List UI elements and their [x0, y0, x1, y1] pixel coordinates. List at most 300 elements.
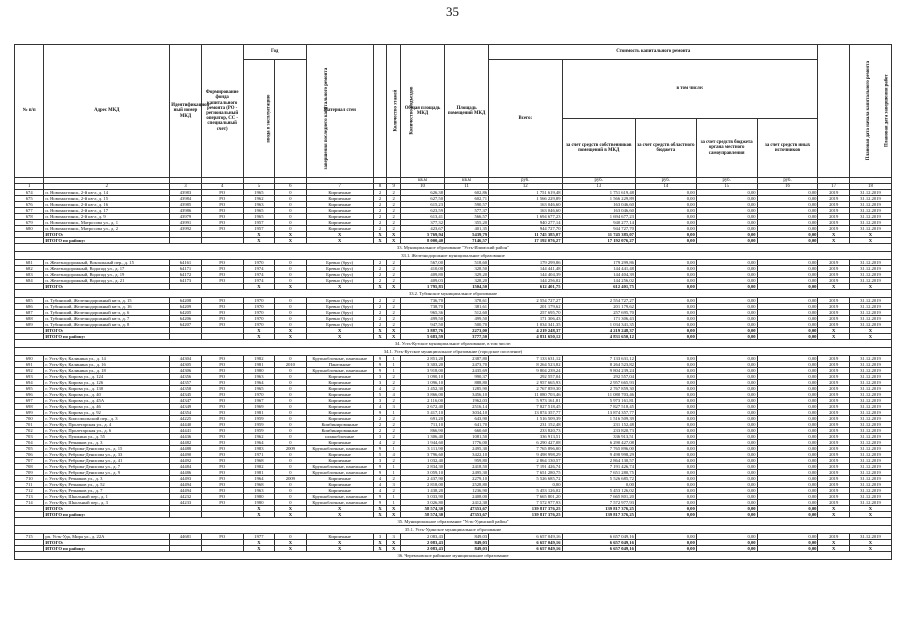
- section-heading: 33.2. Тубинское муниципальное образование: [15, 290, 892, 298]
- cell-num: 680: [15, 226, 44, 232]
- cell-address: п. Тубинский, Железнодорожный кв-л, д. 15: [44, 298, 170, 304]
- cell-cost-owners: 0,00: [562, 482, 635, 488]
- cell-wall: Панельные: [306, 362, 373, 368]
- cell-num: 693: [15, 374, 44, 380]
- cell-cost-owners: 257 695,70: [562, 310, 635, 316]
- cell-total-area: 2 083,43: [400, 540, 444, 546]
- cell-fund: РО: [201, 316, 243, 322]
- cell-premises-area: 401,35: [445, 226, 489, 232]
- header-regional: за счет средств областного бюджета: [635, 119, 696, 178]
- cell-floors: 4: [373, 404, 387, 410]
- cell-cost-other: 0,00: [757, 392, 818, 398]
- cell-premises-area: 355,20: [445, 220, 489, 226]
- cell-fund: РО: [201, 322, 243, 328]
- cell-address: рп. Усть-Уда, Мира ул., д. 22А: [44, 534, 170, 540]
- cell-wall: Кирпичные: [306, 196, 373, 202]
- cell-fund: РО: [201, 278, 243, 284]
- cell-wall: Кирпичные: [306, 440, 373, 446]
- cell-entrances: 1: [387, 356, 401, 362]
- cell-premises-area: 2435,69: [445, 368, 489, 374]
- cell-plan-start: 2019: [818, 310, 849, 316]
- cell-wall: X: [306, 512, 373, 518]
- cell-id: 44356: [170, 374, 201, 380]
- cell-cost-other: 0,00: [757, 260, 818, 266]
- cell-cost-owners: 1 566 229,89: [562, 196, 635, 202]
- cell-plan-end: X: [849, 232, 891, 238]
- cell-plan-end: 31.12.2019: [849, 476, 891, 482]
- cell-address: г. Усть-Кут, Кирова ул., д. 92: [44, 410, 170, 416]
- cell-cost-other: 0,00: [757, 506, 818, 512]
- column-number: 1: [15, 184, 44, 190]
- cell-num: 677: [15, 208, 44, 214]
- cell-floors: 2: [373, 416, 387, 422]
- cell-year-commission: 1967: [243, 398, 274, 404]
- cell-year-commission: 1974: [243, 266, 274, 272]
- cell-cost-regional: 0,00: [635, 416, 696, 422]
- cell-cost-all: 5 453 126,02: [489, 488, 562, 494]
- cell-cost-all: 7 191 426,74: [489, 464, 562, 470]
- cell-premises-area: 328,20: [445, 278, 489, 284]
- cell-entrances: 2: [387, 278, 401, 284]
- cell-premises-area: 602,71: [445, 196, 489, 202]
- cell-num: 697: [15, 398, 44, 404]
- cell-year-commission: 1981: [243, 470, 274, 476]
- cell-year-repair: 0: [275, 190, 306, 196]
- cell-cost-all: 2 554 727,27: [489, 298, 562, 304]
- cell-premises-area: 512,60: [445, 310, 489, 316]
- cell-floors: 9: [373, 500, 387, 506]
- header-year-group: Год: [243, 45, 306, 60]
- cell-wall: Кирпичные: [306, 416, 373, 422]
- cell-id: 43979: [170, 214, 201, 220]
- cell-cost-local: 0,00: [696, 500, 757, 506]
- column-number: 6: [275, 184, 306, 190]
- cell-plan-start: X: [818, 328, 849, 334]
- cell-plan-start: 2019: [818, 534, 849, 540]
- header-num: № п/п: [15, 45, 44, 178]
- cell-cost-regional: 0,00: [635, 220, 696, 226]
- cell-premises-area: 2408,00: [445, 494, 489, 500]
- cell-cost-regional: 0,00: [635, 452, 696, 458]
- cell-cost-owners: 2 554 727,27: [562, 298, 635, 304]
- cell-plan-start: 2019: [818, 386, 849, 392]
- cell-cost-regional: 0,00: [635, 202, 696, 208]
- cell-address: г. Усть-Кут, Кирова ул., д. 40: [44, 392, 170, 398]
- cell-id: 43986: [170, 208, 201, 214]
- cell-cost-owners: 336 913,51: [562, 434, 635, 440]
- cell-num: 709: [15, 470, 44, 476]
- header-all: Всего:: [489, 60, 562, 178]
- cell-year-commission: 1980: [243, 494, 274, 500]
- cell-plan-start: 2019: [818, 494, 849, 500]
- cell-plan-end: X: [849, 512, 891, 518]
- cell-fund: РО: [201, 470, 243, 476]
- header-plan-end: Плановая дата завершения работ: [849, 45, 891, 178]
- cell-floors: 2: [373, 220, 387, 226]
- cell-wall: Кирпичные: [306, 482, 373, 488]
- cell-address: ИТОГО по району:: [44, 546, 170, 552]
- cell-plan-end: 31.12.2019: [849, 322, 891, 328]
- cell-floors: 4: [373, 386, 387, 392]
- cell-cost-regional: 0,00: [635, 540, 696, 546]
- cell-cost-all: 9 498 998,29: [489, 452, 562, 458]
- cell-cost-all: 7 133 631,12: [489, 356, 562, 362]
- cell-year-repair: 0: [275, 434, 306, 440]
- cell-cost-local: 0,00: [696, 416, 757, 422]
- cell-premises-area: 660,60: [445, 428, 489, 434]
- cell-cost-all: 7 665 801,20: [489, 494, 562, 500]
- cell-cost-regional: 0,00: [635, 440, 696, 446]
- cell-cost-regional: 0,00: [635, 304, 696, 310]
- column-number: 12: [489, 184, 562, 190]
- cell-cost-local: 0,00: [696, 546, 757, 552]
- cell-cost-owners: 9 498 998,29: [562, 452, 635, 458]
- cell-cost-local: 0,00: [696, 458, 757, 464]
- cell-id: 43992: [170, 226, 201, 232]
- cell-cost-owners: 17 192 076,27: [562, 238, 635, 244]
- cell-year-commission: 1962: [243, 196, 274, 202]
- cell-id: 44494: [170, 482, 201, 488]
- cell-wall: Кирпичные: [306, 226, 373, 232]
- cell-floors: X: [373, 546, 387, 552]
- cell-fund: РО: [201, 446, 243, 452]
- cell-cost-all: 179 299,86: [489, 260, 562, 266]
- cell-plan-end: 31.12.2019: [849, 434, 891, 440]
- cell-cost-regional: 0,00: [635, 310, 696, 316]
- cell-cost-all: 4 831 650,12: [489, 334, 562, 340]
- cell-cost-owners: 11 745 385,07: [562, 232, 635, 238]
- cell-year-repair: 0: [275, 214, 306, 220]
- cell-wall: Бревно (брус): [306, 322, 373, 328]
- cell-cost-local: 0,00: [696, 494, 757, 500]
- cell-cost-owners: 13 874 357,77: [562, 410, 635, 416]
- cell-plan-end: 31.12.2019: [849, 356, 891, 362]
- cell-cost-local: 0,00: [696, 310, 757, 316]
- section-heading-row: [15, 244, 892, 252]
- cell-year-commission: 1970: [243, 392, 274, 398]
- cell-address: г. Усть-Кут, Пролетарская ул., д. 4: [44, 422, 170, 428]
- cell-id: 64207: [170, 322, 201, 328]
- cell-year-commission: 1970: [243, 298, 274, 304]
- cell-wall: Кирпичные: [306, 214, 373, 220]
- cell-cost-local: 0,00: [696, 512, 757, 518]
- cell-plan-end: 31.12.2019: [849, 494, 891, 500]
- cell-total-area: 2 818,00: [400, 482, 444, 488]
- cell-num: 700: [15, 416, 44, 422]
- cell-cost-local: 0,00: [696, 446, 757, 452]
- cell-entrances: 2: [387, 322, 401, 328]
- cell-premises-area: 378,61: [445, 298, 489, 304]
- cell-cost-local: 0,00: [696, 220, 757, 226]
- cell-floors: X: [373, 334, 387, 340]
- cell-plan-start: 2019: [818, 422, 849, 428]
- header-local: за счет средств бюджета органа местного самоуправления: [696, 119, 757, 178]
- cell-cost-owners: 6 290 427,08: [562, 440, 635, 446]
- cell-fund: РО: [201, 226, 243, 232]
- cell-year-repair: 2010: [275, 362, 306, 368]
- cell-fund: РО: [201, 386, 243, 392]
- cell-address: п. Новомалтинск, Матросова ул., д. 2: [44, 226, 170, 232]
- cell-cost-all: 233 820,73: [489, 428, 562, 434]
- cell-wall: Кирпичные: [306, 398, 373, 404]
- cell-fund: РО: [201, 304, 243, 310]
- cell-floors: 9: [373, 368, 387, 374]
- cell-floors: 2: [373, 260, 387, 266]
- cell-address: ИТОГО по району:: [44, 334, 170, 340]
- cell-plan-end: 31.12.2019: [849, 374, 891, 380]
- cell-cost-other: 0,00: [757, 220, 818, 226]
- cell-address: г. Усть-Кут, Кирова ул., д. 46: [44, 404, 170, 410]
- cell-cost-regional: 0,00: [635, 362, 696, 368]
- cell-year-repair: 0: [275, 440, 306, 446]
- cell-cost-local: 0,00: [696, 470, 757, 476]
- cell-cost-other: 0,00: [757, 316, 818, 322]
- cell-cost-owners: 9 804 239,24: [562, 368, 635, 374]
- cell-year-commission: X: [243, 506, 274, 512]
- cell-year-commission: 1968: [243, 458, 274, 464]
- cell-plan-start: 2019: [818, 416, 849, 422]
- cell-num: 690: [15, 356, 44, 362]
- cell-total-area: 58 574,30: [400, 506, 444, 512]
- cell-cost-all: 5 526 685,72: [489, 476, 562, 482]
- cell-id: 64205: [170, 310, 201, 316]
- cell-cost-owners: 139 817 376,25: [562, 506, 635, 512]
- cell-cost-regional: 0,00: [635, 410, 696, 416]
- table-header: [15, 45, 892, 190]
- cell-address: г. Усть-Кут, Реброва-Денисова ул., д. 9: [44, 470, 170, 476]
- cell-floors: 2: [373, 266, 387, 272]
- cell-total-area: 409,80: [400, 272, 444, 278]
- cell-year-repair: X: [275, 238, 306, 244]
- cell-id: 44436: [170, 434, 201, 440]
- cell-num: 676: [15, 202, 44, 208]
- cell-year-repair: 0: [275, 386, 306, 392]
- cell-plan-end: 31.12.2019: [849, 416, 891, 422]
- cell-total-area: 736,70: [400, 298, 444, 304]
- cell-fund: РО: [201, 434, 243, 440]
- cell-fund: РО: [201, 310, 243, 316]
- cell-address: г. Усть-Кут, Речников ул., д. 3: [44, 476, 170, 482]
- cell-address: г. Усть-Кут, Реброва-Денисова ул., д. 41: [44, 458, 170, 464]
- cell-total-area: 5 417,10: [400, 410, 444, 416]
- cell-plan-start: 2019: [818, 196, 849, 202]
- cell-address: ИТОГО:: [44, 328, 170, 334]
- cell-cost-local: 0,00: [696, 278, 757, 284]
- cell-cost-local: 0,00: [696, 464, 757, 470]
- unit-cell: руб.: [696, 178, 757, 184]
- cell-wall: Бревно (брус): [306, 304, 373, 310]
- cell-plan-start: 2019: [818, 298, 849, 304]
- cell-cost-all: 144 256,02: [489, 278, 562, 284]
- cell-cost-local: 0,00: [696, 226, 757, 232]
- cell-fund: РО: [201, 482, 243, 488]
- cell-id: 44482: [170, 440, 201, 446]
- cell-premises-area: 2279,10: [445, 476, 489, 482]
- cell-wall: X: [306, 334, 373, 340]
- cell-entrances: 2: [387, 226, 401, 232]
- cell-fund: РО: [201, 196, 243, 202]
- cell-num: 683: [15, 272, 44, 278]
- cell-fund: РО: [201, 416, 243, 422]
- cell-entrances: X: [387, 540, 401, 546]
- cell-cost-local: 0,00: [696, 534, 757, 540]
- cell-wall: Комбинированные: [306, 422, 373, 428]
- unit-cell: руб.: [635, 178, 696, 184]
- cell-id: 64209: [170, 304, 201, 310]
- cell-cost-regional: 0,00: [635, 266, 696, 272]
- cell-cost-other: 0,00: [757, 362, 818, 368]
- cell-cost-owners: 5 973 161,81: [562, 398, 635, 404]
- cell-plan-end: 31.12.2019: [849, 304, 891, 310]
- cell-year-commission: 1959: [243, 422, 274, 428]
- cell-year-repair: 0: [275, 322, 306, 328]
- section-heading: 33. Муниципальное образование "Усть-Илимский район": [15, 244, 892, 252]
- cell-cost-other: 0,00: [757, 404, 818, 410]
- cell-cost-local: 0,00: [696, 202, 757, 208]
- column-number: 4: [201, 184, 243, 190]
- header-owners: за счет средств собственников помещений в МКД: [562, 119, 635, 178]
- cell-premises-area: 849,03: [445, 540, 489, 546]
- cell-num: 681: [15, 260, 44, 266]
- cell-cost-all: 940 277,14: [489, 220, 562, 226]
- section-heading-row: [15, 526, 892, 534]
- cell-entrances: X: [387, 334, 401, 340]
- header-entrances: Количество подъездов: [387, 45, 401, 178]
- column-number: 9: [387, 184, 401, 190]
- cell-address: г. Усть-Кут, Калинина ул., д. 14: [44, 356, 170, 362]
- cell-num: 698: [15, 404, 44, 410]
- cell-year-repair: 0: [275, 298, 306, 304]
- cell-premises-area: 1962,03: [445, 398, 489, 404]
- cell-address: г. Усть-Кут, Реброва-Денисова ул., д. 33: [44, 452, 170, 458]
- cell-plan-end: 31.12.2019: [849, 452, 891, 458]
- cell-cost-local: 0,00: [696, 362, 757, 368]
- cell-plan-start: X: [818, 334, 849, 340]
- cell-year-repair: 0: [275, 260, 306, 266]
- cell-num: 701: [15, 422, 44, 428]
- cell-floors: 2: [373, 214, 387, 220]
- cell-plan-start: 2019: [818, 392, 849, 398]
- cell-cost-owners: 201 179,62: [562, 304, 635, 310]
- cell-cost-local: 0,00: [696, 506, 757, 512]
- cell-plan-start: 2019: [818, 278, 849, 284]
- cell-floors: 2: [373, 422, 387, 428]
- cell-year-commission: 1969: [243, 404, 274, 410]
- cell-total-area: 1 096,10: [400, 380, 444, 386]
- cell-cost-owners: 144 256,02: [562, 278, 635, 284]
- cell-year-repair: 0: [275, 316, 306, 322]
- cell-premises-area: 2418,50: [445, 464, 489, 470]
- cell-fund: РО: [201, 220, 243, 226]
- cell-plan-start: 2019: [818, 208, 849, 214]
- cell-cost-owners: 7 665 801,20: [562, 494, 635, 500]
- cell-num: 710: [15, 476, 44, 482]
- cell-year-commission: 1962: [243, 434, 274, 440]
- cell-year-repair: 0: [275, 220, 306, 226]
- cell-plan-end: 31.12.2019: [849, 482, 891, 488]
- cell-entrances: 2: [387, 266, 401, 272]
- cell-plan-start: 2019: [818, 374, 849, 380]
- cell-address: п. Железнодорожный, Водопад ул., д. 17: [44, 266, 170, 272]
- cell-total-area: 2 437,90: [400, 476, 444, 482]
- cell-fund: РО: [201, 260, 243, 266]
- cell-cost-owners: 7 827 518,45: [562, 404, 635, 410]
- cell-cost-all: 1 566 229,89: [489, 196, 562, 202]
- cell-year-commission: X: [243, 540, 274, 546]
- cell-fund: РО: [201, 208, 243, 214]
- cell-plan-end: 31.12.2019: [849, 196, 891, 202]
- cell-cost-all: 144 404,39: [489, 272, 562, 278]
- cell-plan-start: 2019: [818, 214, 849, 220]
- cell-total-area: 3 059,10: [400, 470, 444, 476]
- cell-year-commission: 1959: [243, 428, 274, 434]
- cell-id: 44486: [170, 470, 201, 476]
- cell-entrances: 1: [387, 470, 401, 476]
- cell-cost-all: 6 657 049,16: [489, 534, 562, 540]
- cell-entrances: X: [387, 284, 401, 290]
- cell-year-commission: 1970: [243, 322, 274, 328]
- cell-cost-local: 0,00: [696, 374, 757, 380]
- cell-year-commission: 1965: [243, 208, 274, 214]
- cell-id: 44354: [170, 410, 201, 416]
- cell-cost-regional: 0,00: [635, 422, 696, 428]
- cell-cost-regional: 0,00: [635, 284, 696, 290]
- cell-entrances: 1: [387, 368, 401, 374]
- header-other: за счет средств иных источников: [757, 119, 818, 178]
- cell-id: 44305: [170, 362, 201, 368]
- cell-cost-regional: 0,00: [635, 534, 696, 540]
- cell-address: п. Новомалтинск, 2-й кв-л, д. 16: [44, 202, 170, 208]
- cell-cost-other: 0,00: [757, 232, 818, 238]
- cell-year-commission: X: [243, 334, 274, 340]
- section-heading-row: [15, 518, 892, 526]
- cell-year-commission: 1974: [243, 272, 274, 278]
- cell-plan-end: 31.12.2019: [849, 392, 891, 398]
- cell-wall: X: [306, 238, 373, 244]
- cell-year-commission: 1964: [243, 380, 274, 386]
- cell-cost-regional: 0,00: [635, 386, 696, 392]
- cell-wall: Кирпичные: [306, 380, 373, 386]
- cell-cost-other: 0,00: [757, 380, 818, 386]
- cell-cost-regional: 0,00: [635, 238, 696, 244]
- capital-repair-table-container: [14, 44, 892, 560]
- cell-wall: Кирпичные: [306, 534, 373, 540]
- cell-floors: X: [373, 512, 387, 518]
- cell-plan-start: 2019: [818, 190, 849, 196]
- cell-entrances: X: [387, 506, 401, 512]
- cell-num: 699: [15, 410, 44, 416]
- cell-cost-regional: 0,00: [635, 398, 696, 404]
- cell-year-repair: X: [275, 506, 306, 512]
- cell-cost-regional: 0,00: [635, 500, 696, 506]
- cell-plan-end: 31.12.2019: [849, 458, 891, 464]
- cell-num: 704: [15, 440, 44, 446]
- cell-floors: 3: [373, 398, 387, 404]
- cell-entrances: 2: [387, 386, 401, 392]
- cell-cost-owners: 1 694 677,23: [562, 214, 635, 220]
- cell-cost-local: 0,00: [696, 392, 757, 398]
- cell-year-commission: 1957: [243, 220, 274, 226]
- cell-address: п. Новомалтинск, Матросова ул., д. 1: [44, 220, 170, 226]
- cell-cost-other: 0,00: [757, 374, 818, 380]
- page-number: 35: [446, 4, 459, 19]
- cell-year-repair: 0: [275, 398, 306, 404]
- cell-cost-all: 336 913,51: [489, 434, 562, 440]
- header-incl: в том числе:: [562, 60, 818, 119]
- cell-cost-regional: 0,00: [635, 506, 696, 512]
- cell-cost-all: 6 657 049,16: [489, 546, 562, 552]
- cell-cost-regional: 0,00: [635, 368, 696, 374]
